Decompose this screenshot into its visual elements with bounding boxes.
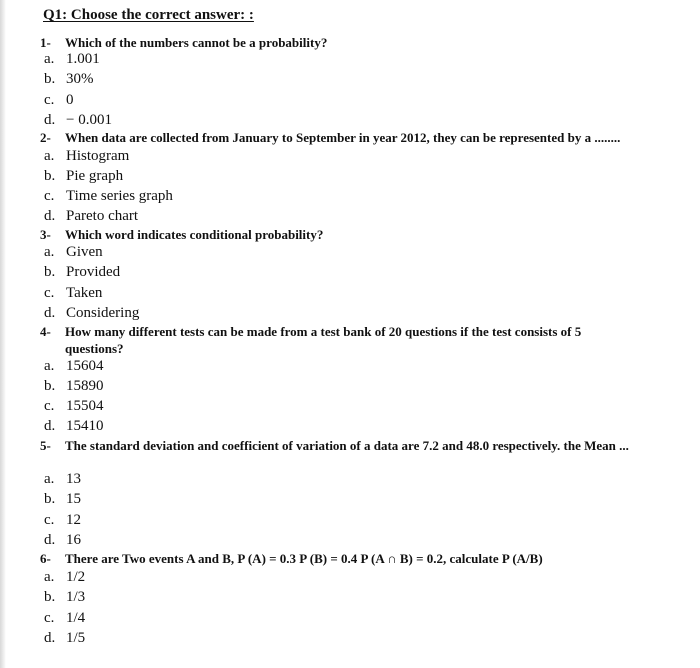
option-text: 16 [66, 532, 81, 548]
option-1a[interactable] [44, 50, 100, 69]
option-5a[interactable] [44, 470, 81, 489]
option-text: Pareto chart [66, 208, 139, 224]
option-letter: b. [44, 168, 56, 184]
option-6d[interactable] [44, 629, 85, 648]
option-4a[interactable] [44, 357, 104, 376]
option-1c[interactable] [44, 91, 74, 110]
option-letter: a. [44, 471, 55, 487]
question-number: 2- [40, 130, 51, 145]
option-5d[interactable] [44, 531, 81, 550]
option-letter: a. [44, 148, 55, 164]
option-letter: d. [44, 630, 56, 646]
option-3b[interactable] [44, 263, 120, 282]
option-text: Time series graph [66, 188, 173, 204]
section-heading: Q1: Choose the correct answer: : [43, 7, 254, 23]
option-letter: c. [44, 610, 55, 626]
question-3 [40, 226, 323, 243]
option-2d[interactable] [44, 207, 138, 226]
option-letter: a. [44, 358, 55, 374]
option-3c[interactable] [44, 284, 102, 303]
option-text: − 0.001 [66, 112, 112, 128]
option-text: 1.001 [66, 51, 100, 67]
option-letter: c. [44, 512, 55, 528]
option-text: 13 [66, 471, 81, 487]
option-letter: b. [44, 589, 56, 605]
option-letter: d. [44, 305, 56, 321]
question-text: Which of the numbers cannot be a probability? [65, 35, 328, 50]
option-letter: a. [44, 244, 55, 260]
option-6a[interactable] [44, 568, 85, 587]
option-1d[interactable] [44, 111, 112, 130]
question-2 [40, 129, 620, 146]
option-3d[interactable] [44, 304, 139, 323]
option-letter: b. [44, 71, 56, 87]
option-letter: b. [44, 378, 56, 394]
option-text: Histogram [66, 148, 130, 164]
option-letter: b. [44, 491, 56, 507]
question-text: There are Two events A and B, P (A) = 0.3 P (B) = 0.4 P (A ∩ B) = 0.2, calculate P (A/B) [65, 551, 543, 566]
option-letter: c. [44, 92, 55, 108]
option-text: Given [66, 244, 103, 260]
option-5b[interactable] [44, 490, 81, 509]
option-text: 15890 [66, 378, 104, 394]
option-letter: d. [44, 532, 56, 548]
option-text: 0 [66, 92, 74, 108]
question-number: 6- [40, 551, 51, 566]
option-letter: d. [44, 208, 56, 224]
question-text: How many different tests can be made from a test bank of 20 questions if the test consists of 5 questions? [65, 324, 582, 356]
option-2b[interactable] [44, 167, 123, 186]
question-4 [40, 323, 640, 357]
option-text: 12 [66, 512, 81, 528]
option-letter: d. [44, 112, 56, 128]
option-text: 1/2 [66, 569, 86, 585]
option-letter: b. [44, 264, 56, 280]
option-text: Provided [66, 264, 121, 280]
question-text: When data are collected from January to September in year 2012, they can be represented by a ........ [65, 130, 621, 145]
option-1b[interactable] [44, 70, 94, 89]
option-text: Considering [66, 305, 140, 321]
question-number: 5- [40, 438, 51, 453]
option-letter: c. [44, 398, 55, 414]
option-text: Taken [66, 285, 103, 301]
option-2a[interactable] [44, 147, 129, 166]
option-4b[interactable] [44, 377, 104, 396]
question-text: Which word indicates conditional probability? [65, 227, 324, 242]
option-letter: c. [44, 188, 55, 204]
option-6b[interactable] [44, 588, 85, 607]
page-edge-shadow [0, 0, 6, 668]
option-letter: a. [44, 569, 55, 585]
option-4d[interactable] [44, 417, 104, 436]
option-letter: c. [44, 285, 55, 301]
question-number: 4- [40, 324, 51, 339]
question-1 [40, 34, 327, 51]
question-number: 1- [40, 35, 51, 50]
option-3a[interactable] [44, 243, 103, 262]
option-text: 1/3 [66, 589, 86, 605]
question-number: 3- [40, 227, 51, 242]
option-text: 15 [66, 491, 81, 507]
question-5 [40, 437, 640, 454]
option-text: 15410 [66, 418, 104, 434]
question-6 [40, 550, 543, 567]
option-letter: a. [44, 51, 55, 67]
option-letter: d. [44, 418, 56, 434]
option-text: Pie graph [66, 168, 124, 184]
option-text: 1/5 [66, 630, 86, 646]
option-2c[interactable] [44, 187, 173, 206]
question-text: The standard deviation and coefficient of variation of a data are 7.2 and 48.0 respectively. the Mean ... [65, 438, 629, 453]
option-text: 15504 [66, 398, 104, 414]
option-text: 1/4 [66, 610, 86, 626]
option-4c[interactable] [44, 397, 104, 416]
option-text: 30% [66, 71, 94, 87]
option-text: 15604 [66, 358, 104, 374]
option-5c[interactable] [44, 511, 81, 530]
option-6c[interactable] [44, 609, 85, 628]
